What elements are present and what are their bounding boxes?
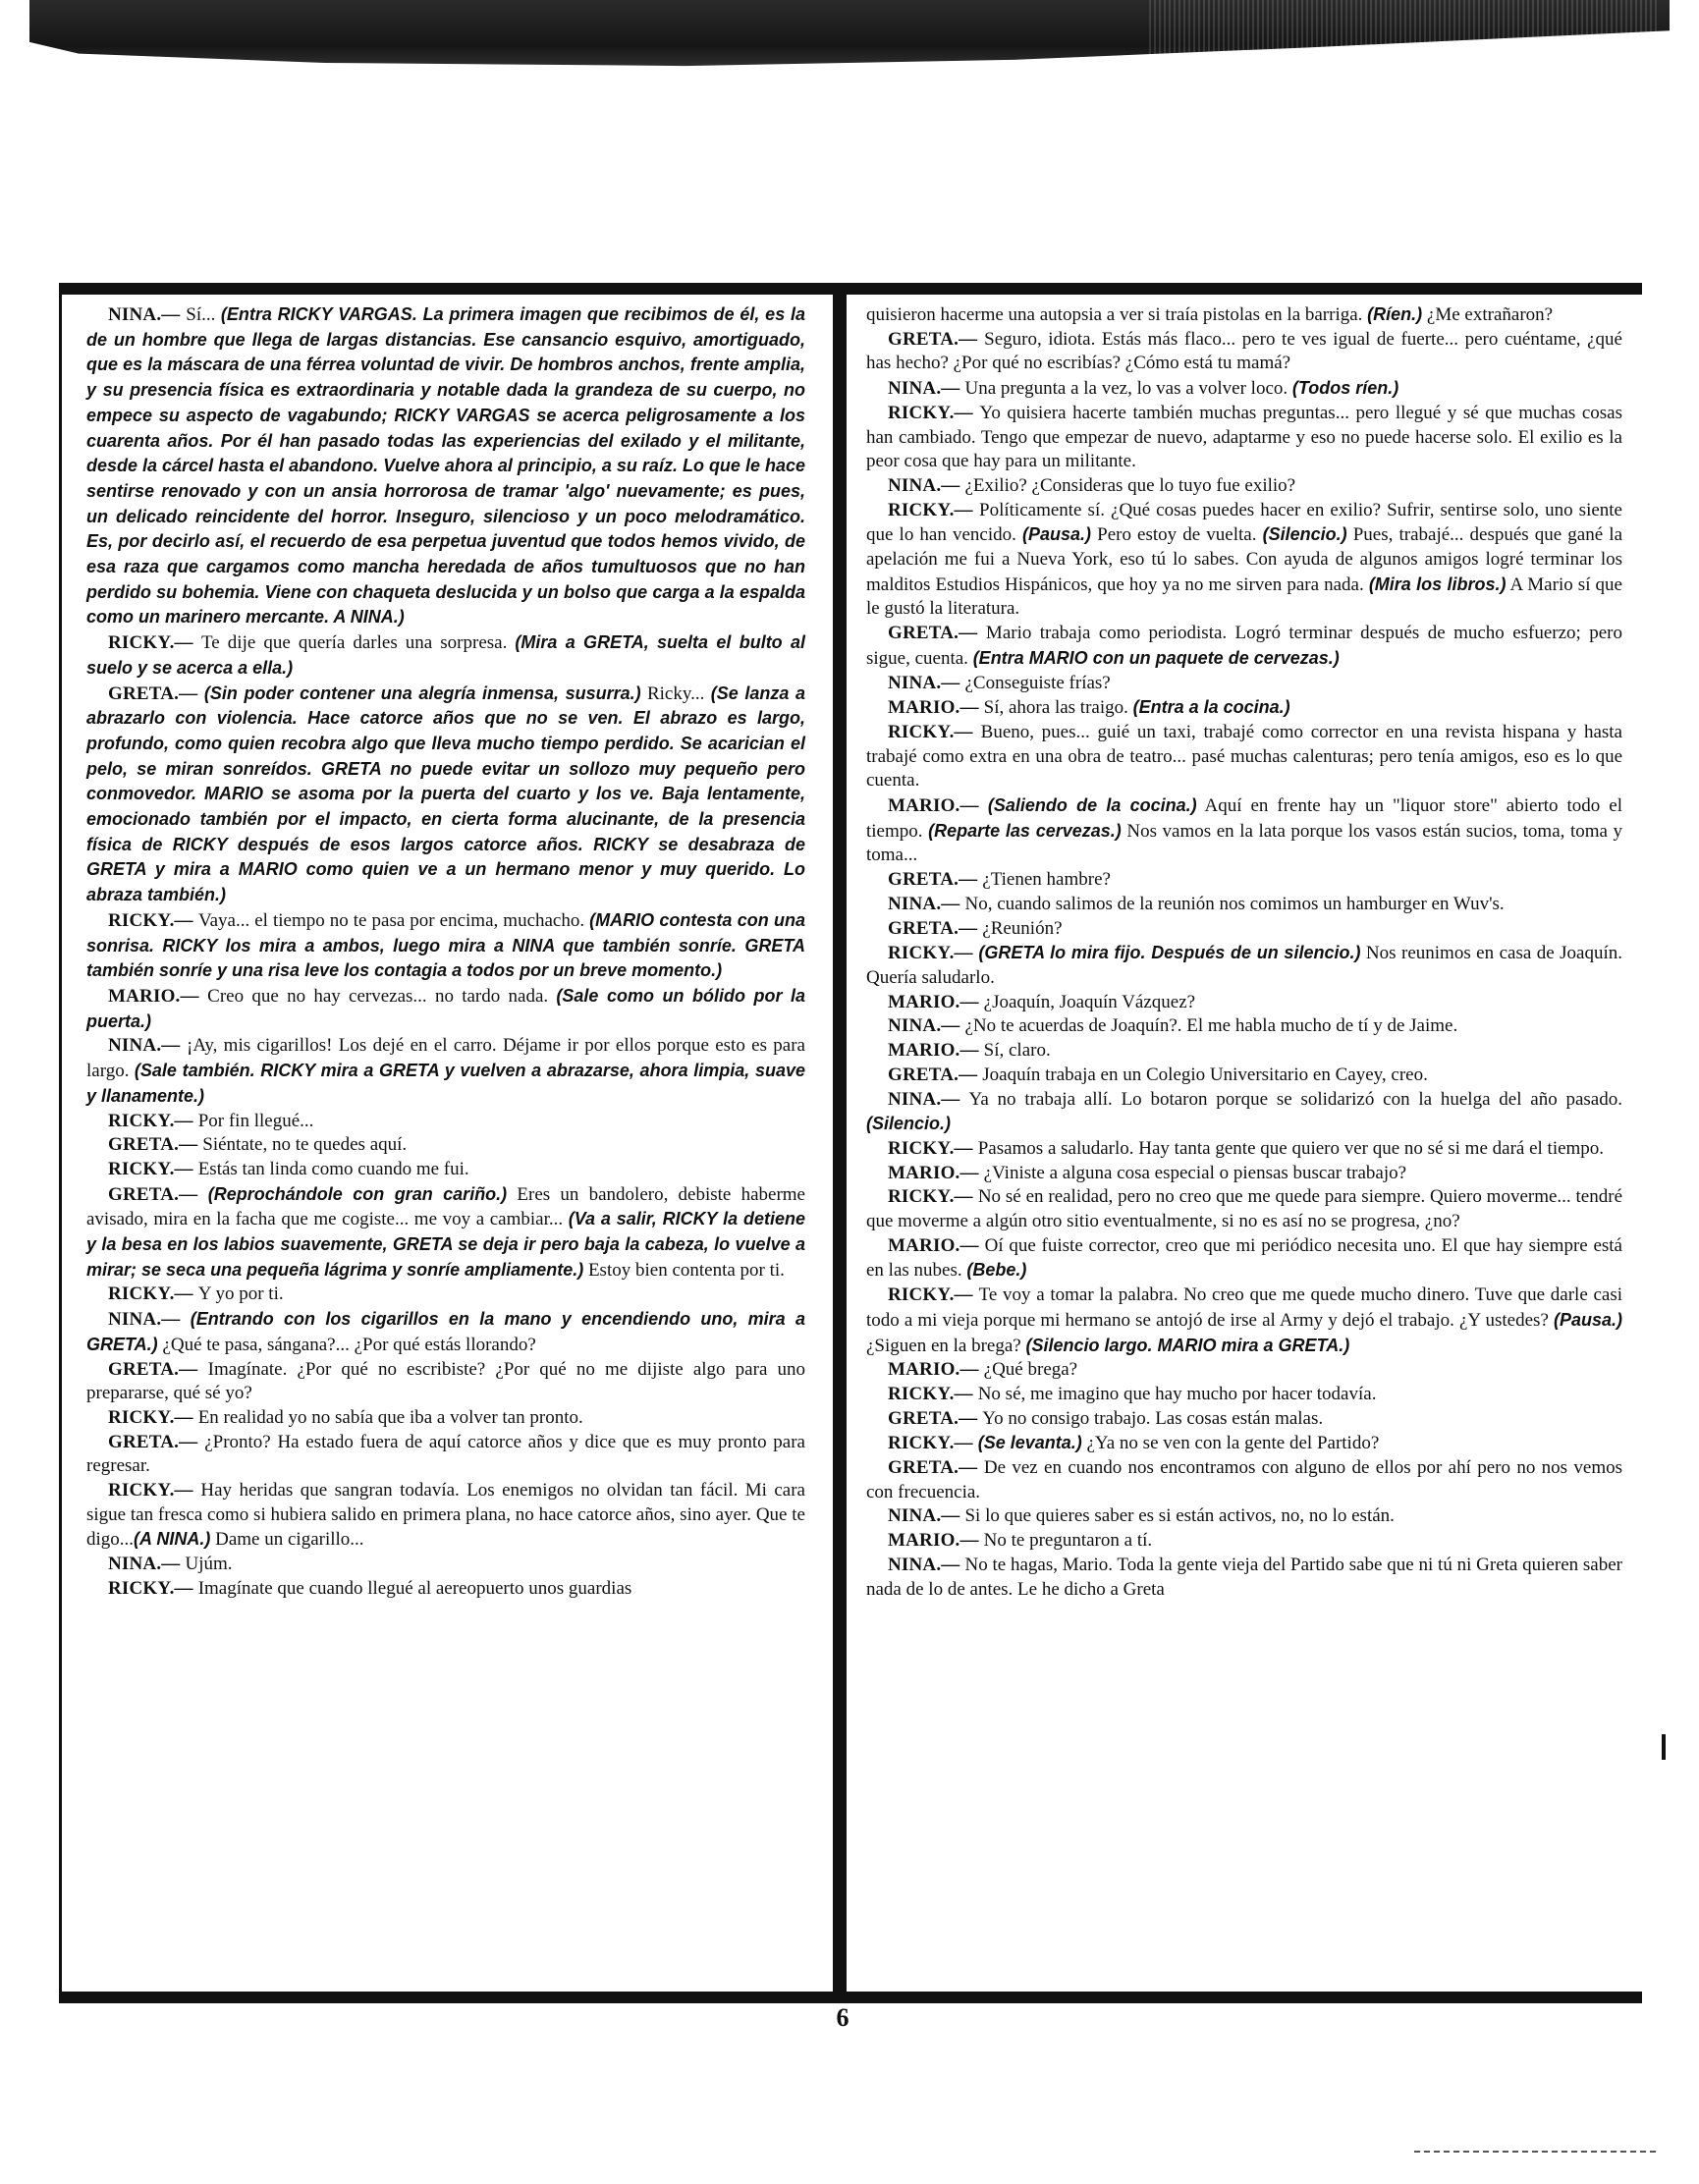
stage-direction: (Sin poder contener una alegría inmensa, susurra.) [203,682,641,703]
dialogue-text: ¿Conseguiste frías? [964,672,1111,693]
speaker-name: RICKY.— [888,1433,978,1454]
dialogue-paragraph [86,908,805,984]
dialogue-text: Pasamos a saludarlo. Hay tanta gente que quiero ver que no sé si me dará el tiempo. [977,1137,1605,1159]
top-rule [59,283,1642,295]
dialogue-text: De vez en cuando nos encontramos con alguno de ellos por ahí pero no nos vemos con frecuencia. [866,1457,1622,1502]
dialogue-text: ¿Viniste a alguna cosa especial o piensas buscar trabajo? [983,1162,1407,1183]
speaker-name: MARIO.— [888,1530,984,1552]
dialogue-text: Ujúm. [185,1554,233,1575]
dialogue-paragraph [86,1283,805,1307]
dialogue-text: ¡Ay, mis cigarillos! Los dejé en el carro. Déjame ir por ellos porque esto es para largo. [86,1035,805,1082]
dialogue-text: Vaya... el tiempo no te pasa por encima, muchacho. [197,909,590,931]
dialogue-paragraph [866,1185,1622,1233]
stage-direction: (Entra RICKY VARGAS. La primera imagen que recibimos de él, es la de un hombre que llega de largas distancias. Ese cansancio esquivo, amortiguado, que es la máscara de una férrea voluntad de vivir. De hombros anchos, frente amplia, y su presencia física es extraordinaria y notable dada la grandeza de su cuerpo, no empece su aspecto de vagabundo; RICKY VARGAS se acerca peligrosamente a los cuarenta años. Por él han pasado todas las experiencias del exilado y el militante, desde la cárcel hasta el abandono. Vuelve ahora al principio, a su raíz. Lo que le hace sentirse renovado y con un ansia horrorosa de tramar 'algo' nuevamente; es pues, un delicado reincidente del horror. Inseguro, silencioso y un poco melodramático. Es, por decirlo así, el recuerdo de esa perpetua juventud que todos hemos vivido, de esa raza que cargamos como mancha heredada de años tumultuosos que no han perdido su bohemia. Viene con chaqueta deslucida y un bolso que carga a la espalda como un marinero mercante. A NINA.) [86,304,805,628]
page-number: 6 [836,2003,850,2032]
dialogue-text: A Mario sí que le gustó la literatura. [866,573,1622,620]
dialogue-text: Imagínate que cuando llegué al aereopuerto unos guardias [197,1577,632,1599]
speaker-name: GRETA.— [888,1064,983,1085]
stage-direction: (MARIO contesta con una sonrisa. RICKY los mira a ambos, luego mira a NINA que también sonríe. GRETA también sonríe y una risa leve los contagia a todos por un breve momento.) [86,909,805,981]
dialogue-paragraph [86,1182,805,1283]
dialogue-text: Imagínate. ¿Por qué no escribiste? ¿Por qué no me dijiste algo para uno prepararse, qué sé yo? [86,1358,805,1404]
speaker-name: NINA.— [888,1554,965,1575]
dialogue-text: Oí que fuiste corrector, creo que mi periódico necesita uno. El que hay siempre está en las nubes. [866,1234,1622,1282]
dialogue-text: No sé en realidad, pero no creo que me quede para siempre. Quiero moverme... tendré que moverme a algún otro sitio eventualmente, si no es así no se progresa, ¿no? [866,1186,1623,1232]
stage-direction: (Entra a la cocina.) [1132,697,1290,718]
stage-direction: (Silencio largo. MARIO mira a GRETA.) [1025,1335,1350,1355]
speaker-name: NINA.— [108,1554,186,1575]
dialogue-paragraph [866,1064,1622,1088]
dialogue-text: Por fin llegué... [197,1110,314,1131]
stage-direction: (Se levanta.) [977,1433,1082,1453]
column-divider [833,283,847,2003]
dialogue-paragraph [866,991,1622,1015]
stage-direction: (Reparte las cervezas.) [928,820,1122,841]
dialogue-text: ¿Qué te pasa, sángana?... ¿Por qué estás llorando? [157,1334,536,1355]
dialogue-text: Bueno, pues... guié un taxi, trabajé como corrector en una revista hispana y hasta trabajé como extra en una obra de teatro... pasé muchas calenturas; pero tenía amigos, eso es lo que cuenta. [866,721,1622,792]
margin-mark [1662,1734,1666,1760]
stage-direction: (Mira a GRETA, suelta el bulto al suelo y se acerca a ella.) [86,632,806,678]
speaker-name: GRETA.— [888,328,985,350]
dialogue-text: Te voy a tomar la palabra. No creo que me quede mucho dinero. Tuve que darle casi todo a mi vieja porque mi hermano se antojó de irse al Army y dejó el trabajo. ¿Y ustedes? [866,1284,1622,1331]
dialogue-text: ¿Reunión? [982,917,1063,939]
speaker-name: NINA.— [108,304,187,325]
dialogue-paragraph [866,499,1622,623]
speaker-name: RICKY.— [888,1137,978,1159]
dialogue-paragraph [866,917,1622,942]
left-border [59,283,62,2003]
stage-direction: (Todos ríen.) [1291,378,1399,399]
dialogue-paragraph [866,1456,1622,1504]
dialogue-paragraph [86,984,805,1034]
dialogue-paragraph [866,1234,1622,1283]
dialogue-text: Aquí en frente hay un "liquor store" abierto todo el tiempo. [866,795,1622,842]
dialogue-paragraph [86,1358,805,1406]
dialogue-paragraph [86,1479,805,1553]
speaker-name: RICKY.— [888,1383,978,1404]
dialogue-text: No, cuando salimos de la reunión nos comimos un hamburger en Wuv's. [964,893,1505,914]
speaker-name: RICKY.— [108,1406,198,1428]
speaker-name: GRETA.— [888,917,983,939]
stage-direction: (Se lanza a abrazarlo con violencia. Hace catorce años que no se ven. El abrazo es largo, profundo, como quien recobra algo que lleva mucho tiempo perdido. Se acarician el pelo, se miran sonreídos. GRETA no puede evitar un sollozo muy pequeño pero conmovedor. MARIO se asoma por la puerta del cuarto y los ve. Baja lentamente, emocionado también por el impacto, en cierta forma alucinante, de la presencia física de RICKY después de esos largos catorce años. RICKY se desabraza de GRETA y mira a MARIO como quien ve a un hermano menor y muy querido. Lo abraza también.) [86,682,806,905]
dialogue-text: Te dije que quería darles una sorpresa. [201,632,516,654]
dialogue-text: ¿Ya no se ven con la gente del Partido? [1081,1433,1380,1454]
dialogue-text: Pues, trabajé... después que gané la apelación me fui a Nueva York, eso tú lo sabes. Con ayuda de algunos amigos logré terminar los malditos Estudios Hispánicos, que hoy ya no me sirven para nada. [866,524,1622,595]
speaker-name: RICKY.— [108,632,202,654]
dialogue-paragraph [86,1406,805,1431]
dialogue-text: ¿Exilio? ¿Consideras que lo tuyo fue exilio? [964,474,1296,496]
dialogue-text: Ya no trabaja allí. Lo botaron porque se solidarizó con la huelga del año pasado. [968,1088,1622,1110]
dialogue-paragraph [866,1431,1622,1456]
dialogue-text: Siéntate, no te quedes aquí. [202,1134,408,1156]
dialogue-paragraph [866,1088,1622,1137]
dialogue-text: Nos reunimos en casa de Joaquín. Quería saludarlo. [866,943,1622,988]
speaker-name: NINA.— [888,1015,965,1037]
stage-direction: (Va a salir, RICKY la detiene y la besa en los labios suavemente, GRETA se deja ir pero baja la cabeza, lo vuelve a mirar; se seca una pequeña lágrima y sonríe ampliamente.) [86,1209,806,1280]
speaker-name: MARIO.— [888,991,984,1012]
dialogue-text: Y yo por ti. [197,1283,284,1305]
stage-direction: (Sale también. RICKY mira a GRETA y vuelven a abrazarse, ahora limpia, suave y llanamente.) [86,1061,805,1106]
dialogue-paragraph [866,402,1622,474]
speaker-name: NINA.— [888,1505,965,1527]
stage-direction: (Sale como un bólido por la puerta.) [86,985,806,1031]
dialogue-text: No sé, me imagino que hay mucho por hacer todavía. [977,1383,1377,1404]
speaker-name: GRETA.— [108,1431,205,1452]
speaker-name: RICKY.— [108,1110,198,1131]
dialogue-paragraph [866,893,1622,917]
dialogue-text: No te preguntaron a tí. [983,1530,1153,1552]
stage-direction: (A NINA.) [134,1529,211,1550]
speaker-name: NINA.— [888,893,965,914]
speaker-name: RICKY.— [888,1284,979,1306]
speaker-name: GRETA.— [108,1183,208,1205]
dialogue-paragraph [866,474,1622,499]
left-column [86,302,805,1602]
speaker-name: NINA.— [108,1035,188,1057]
speaker-name: GRETA.— [108,1358,208,1380]
stage-direction: (GRETA lo mira fijo. Después de un silencio.) [978,943,1361,963]
speaker-name: RICKY.— [888,721,981,742]
dialogue-text: Yo no consigo trabajo. Las cosas están malas. [982,1407,1324,1429]
dialogue-paragraph [866,1529,1622,1554]
dialogue-text: quisieron hacerme una autopsia a ver si traía pistolas en la barriga. [866,304,1368,325]
dialogue-paragraph [86,1110,805,1134]
dialogue-paragraph [866,793,1622,868]
dialogue-text: Pero estoy de vuelta. [1091,524,1263,546]
dialogue-paragraph [866,721,1622,793]
speaker-name: RICKY.— [108,1480,201,1502]
dialogue-text: Seguro, idiota. Estás más flaco... pero te ves igual de fuerte... pero cuéntame, ¿qué has hecho? ¿Por qué no escribías? ¿Cómo está tu mamá? [866,328,1622,374]
stage-direction: (Pausa.) [1553,1309,1622,1330]
speaker-name: MARIO.— [888,1040,984,1062]
dialogue-text: En realidad yo no sabía que iba a volver tan pronto. [197,1406,583,1428]
dialogue-text: Una pregunta a la vez, lo vas a volver loco. [964,378,1292,400]
dialogue-text: Estoy bien contenta por ti. [583,1259,785,1281]
speaker-name: RICKY.— [108,1577,198,1599]
speaker-name: RICKY.— [888,1186,978,1208]
stage-direction: (Bebe.) [966,1260,1027,1281]
stage-direction: (Ríen.) [1367,304,1423,324]
right-column [866,302,1622,1602]
speaker-name: RICKY.— [108,1283,198,1305]
dialogue-paragraph [866,1504,1622,1529]
dialogue-text: ¿No te acuerdas de Joaquín?. El me habla mucho de tí y de Jaime. [964,1015,1458,1037]
stage-direction: (Silencio.) [1262,524,1347,545]
stage-direction: (Silencio.) [866,1114,952,1134]
dialogue-paragraph [866,1283,1622,1358]
speaker-name: MARIO.— [888,795,988,817]
scan-foot-line [1414,2151,1660,2153]
dialogue-text: Sí, ahora las traigo. [983,697,1133,719]
speaker-name: RICKY.— [888,943,979,964]
dialogue-text: Hay heridas que sangran todavía. Los enemigos no olvidan tan fácil. Mi cara sigue tan fresca como si hubiera salido en primera plana, no hace catorce años, sino ayer. Que te digo... [86,1480,805,1551]
speaker-name: MARIO.— [888,1234,985,1256]
scan-noise [1149,0,1660,59]
speaker-name: RICKY.— [888,402,980,423]
dialogue-paragraph [86,302,805,630]
dialogue-paragraph [86,1307,805,1357]
dialogue-paragraph [86,630,805,681]
speaker-name: NINA.— [888,1088,969,1110]
dialogue-paragraph [866,868,1622,893]
speaker-name: GRETA.— [888,869,983,891]
speaker-name: GRETA.— [108,1134,203,1156]
dialogue-paragraph [866,1039,1622,1064]
speaker-name: MARIO.— [888,1162,984,1183]
dialogue-text: ¿Pronto? Ha estado fuera de aquí catorce años y dice que es muy pronto para regresar. [86,1431,805,1477]
dialogue-text: Nos vamos en la lata porque los vasos están sucios, toma, toma y toma... [866,820,1623,866]
speaker-name: GRETA.— [888,1407,983,1429]
dialogue-paragraph [866,941,1622,990]
speaker-name: RICKY.— [888,499,980,520]
dialogue-paragraph [866,1554,1622,1602]
dialogue-text: No te hagas, Mario. Toda la gente vieja del Partido sabe que ni tú ni Greta quieren saber nada de lo de antes. Le he dicho a Greta [866,1554,1622,1600]
dialogue-text: ¿Siguen en la brega? [866,1335,1026,1356]
speaker-name: RICKY.— [108,1158,198,1179]
speaker-name: GRETA.— [108,682,204,704]
dialogue-paragraph [86,1553,805,1577]
dialogue-paragraph [866,1383,1622,1407]
dialogue-text: Sí... [186,304,221,325]
dialogue-text: ¿Joaquín, Joaquín Vázquez? [983,991,1196,1012]
speaker-name: MARIO.— [888,697,984,719]
stage-direction: (Mira los libros.) [1368,573,1507,594]
dialogue-paragraph [866,1014,1622,1039]
dialogue-text: Si lo que quieres saber es si están activos, no, no lo están. [964,1505,1395,1527]
dialogue-text: Yo quisiera hacerte también muchas preguntas... pero llegué y sé que muchas cosas han cambiado. Tengo que empezar de nuevo, adaptarme y eso no puede hacerse solo. El exilio es la peor cosa que hay para un militante. [866,402,1622,472]
dialogue-text: Dame un cigarillo... [210,1529,364,1551]
stage-direction: (Reprochándole con gran cariño.) [207,1183,508,1204]
dialogue-paragraph [866,302,1622,328]
speaker-name: GRETA.— [888,1457,984,1479]
speaker-name: RICKY.— [108,909,198,931]
dialogue-text: Mario trabaja como periodista. Logró terminar después de mucho esfuerzo; pero sigue, cuenta. [866,623,1622,669]
dialogue-text: Ricky... [640,682,711,704]
stage-direction: (Entrando con los cigarillos en la mano y encendiendo uno, mira a GRETA.) [86,1309,805,1354]
dialogue-paragraph [866,328,1622,376]
dialogue-paragraph [866,622,1622,671]
dialogue-text: Creo que no hay cervezas... no tardo nada. [207,985,557,1007]
speaker-name: GRETA.— [888,623,986,644]
dialogue-paragraph [866,376,1622,402]
dialogue-paragraph [866,1162,1622,1186]
dialogue-paragraph [86,1034,805,1109]
dialogue-text: ¿Qué brega? [983,1359,1078,1381]
speaker-name: MARIO.— [888,1359,984,1381]
dialogue-paragraph [866,1358,1622,1383]
speaker-name: NINA.— [888,672,965,693]
dialogue-paragraph [86,1133,805,1158]
dialogue-paragraph [866,695,1622,721]
speaker-name: MARIO.— [108,985,208,1007]
dialogue-paragraph [86,682,805,908]
stage-direction: (Saliendo de la cocina.) [987,795,1197,816]
dialogue-text: ¿Tienen hambre? [982,869,1111,891]
speaker-name: NINA.— [108,1309,191,1331]
dialogue-text: Joaquín trabaja en un Colegio Universitario en Cayey, creo. [982,1064,1428,1085]
dialogue-text: ¿Me extrañaron? [1422,304,1554,325]
dialogue-paragraph [866,1407,1622,1432]
dialogue-text: Políticamente sí. ¿Qué cosas puedes hacer en exilio? Sufrir, sentirse solo, uno siente que lo han vencido. [866,499,1622,546]
dialogue-paragraph [86,1431,805,1479]
bottom-rule [59,1992,1642,2003]
speaker-name: NINA.— [888,378,965,400]
stage-direction: (Pausa.) [1021,524,1092,545]
dialogue-paragraph [86,1158,805,1182]
dialogue-paragraph [86,1577,805,1602]
speaker-name: NINA.— [888,474,965,496]
dialogue-text: Estás tan linda como cuando me fui. [197,1158,469,1179]
stage-direction: (Entra MARIO con un paquete de cervezas.) [972,647,1340,668]
dialogue-text: Eres un bandolero, debiste haberme avisado, mira en la facha que me cogiste... me voy a cambiar... [86,1183,805,1230]
dialogue-text: Sí, claro. [983,1040,1051,1062]
dialogue-paragraph [866,672,1622,696]
dialogue-paragraph [866,1137,1622,1162]
